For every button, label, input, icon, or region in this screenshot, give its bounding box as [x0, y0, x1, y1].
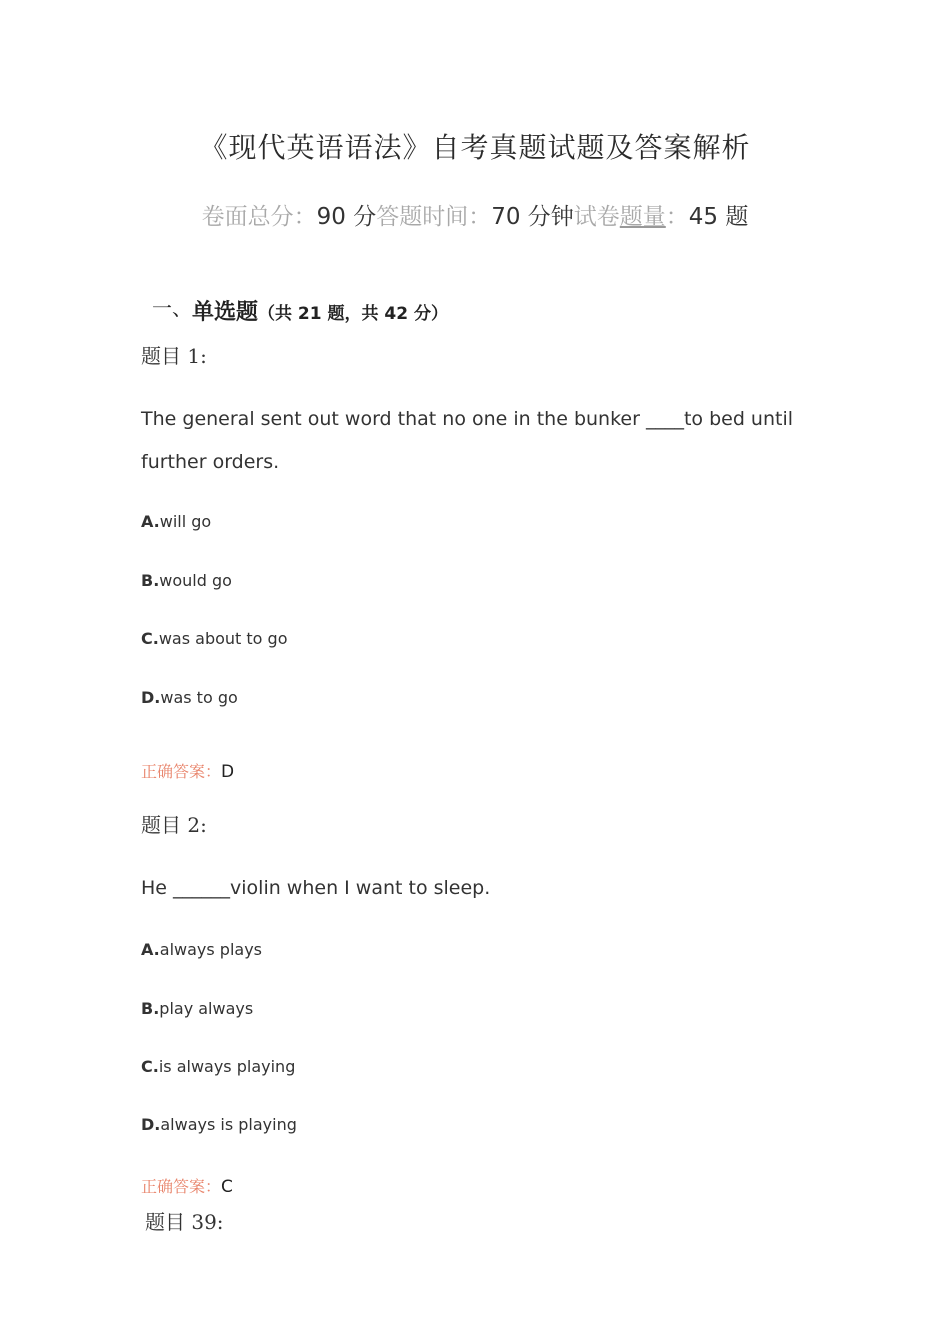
- option-b: [141, 571, 232, 590]
- option-text: would go: [159, 571, 232, 590]
- count-label-underlined: 题量: [619, 204, 666, 230]
- option-text: always is playing: [160, 1115, 297, 1134]
- option-text: will go: [159, 512, 212, 531]
- option-text: always plays: [159, 940, 263, 959]
- section-detail: （共 21 题，共 42 分）: [258, 304, 449, 324]
- option-a: [141, 940, 262, 959]
- question-stem: The general sent out word that no one in the bunker ____to bed until further orders.: [141, 408, 794, 473]
- option-key: D.: [141, 1115, 161, 1134]
- option-key: D.: [141, 688, 161, 707]
- question-label: 题目 39:: [145, 1210, 224, 1234]
- time-label: 答题时间：: [376, 204, 492, 230]
- total-score-label: 卷面总分：: [201, 204, 317, 230]
- count-label-prefix: 试卷: [573, 204, 620, 230]
- option-key: B.: [141, 571, 160, 590]
- section-heading: [152, 292, 448, 326]
- section-number: 一、: [152, 296, 192, 320]
- section-name: 单选题: [192, 300, 259, 325]
- question-label: 题目 1:: [141, 344, 207, 368]
- option-c: [141, 629, 287, 648]
- option-d: [141, 688, 238, 707]
- option-key: A.: [141, 512, 160, 531]
- time-value: 70 分钟: [491, 204, 574, 230]
- question-count-value: 45 题: [688, 204, 749, 230]
- option-c: [141, 1057, 295, 1076]
- total-score-value: 90 分: [316, 204, 377, 230]
- option-a: [141, 512, 211, 531]
- option-key: C.: [141, 1057, 159, 1076]
- question-label: 题目 2:: [141, 813, 207, 837]
- correct-answer: [141, 1174, 233, 1197]
- exam-meta: [0, 198, 950, 231]
- count-colon: ：: [665, 204, 689, 230]
- question-stem: He ______violin when I want to sleep.: [141, 877, 491, 899]
- option-key: A.: [141, 940, 160, 959]
- correct-answer: [141, 759, 234, 782]
- option-text: is always playing: [158, 1057, 296, 1076]
- document-title: 《现代英语语法》自考真题试题及答案解析: [199, 131, 751, 164]
- option-text: play always: [159, 999, 254, 1018]
- answer-label: 正确答案：: [141, 1177, 222, 1196]
- option-b: [141, 999, 253, 1018]
- option-key: C.: [141, 629, 159, 648]
- option-text: was to go: [160, 688, 238, 707]
- answer-value: D: [221, 762, 235, 782]
- option-key: B.: [141, 999, 160, 1018]
- option-text: was about to go: [158, 629, 288, 648]
- answer-label: 正确答案：: [141, 762, 222, 781]
- option-d: [141, 1115, 297, 1134]
- answer-value: C: [221, 1177, 233, 1197]
